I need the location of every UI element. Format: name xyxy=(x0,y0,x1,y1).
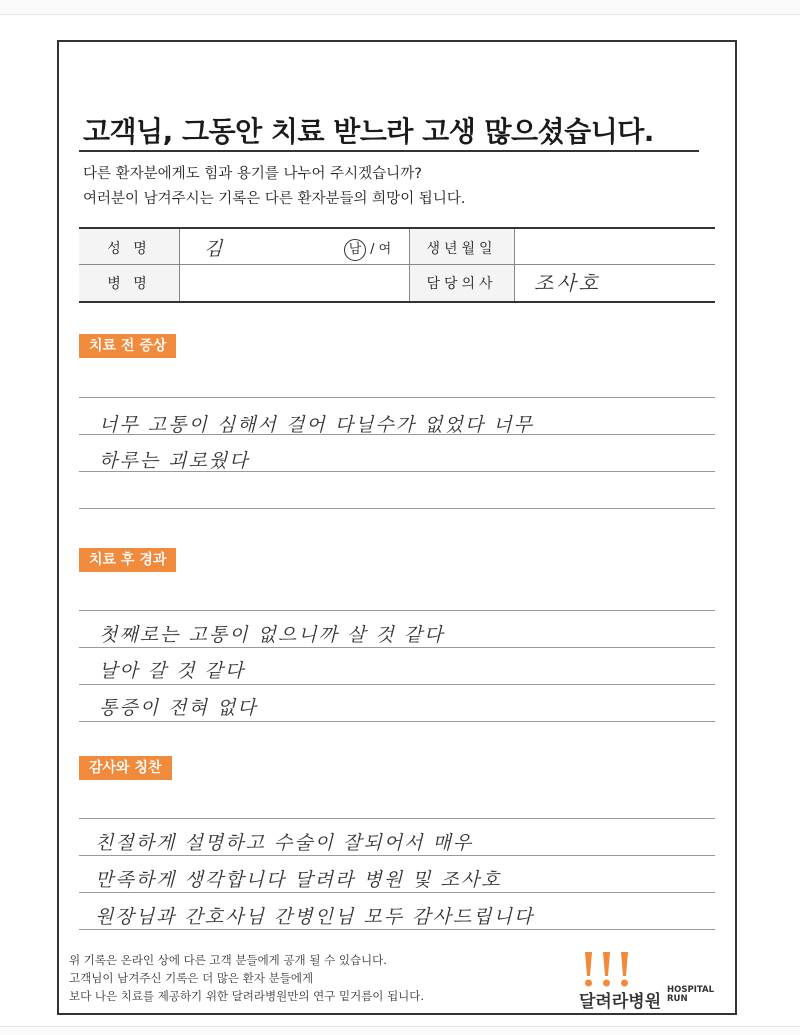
section-label-after: 치료 후 경과 xyxy=(79,548,176,572)
before-line-2: 하루는 괴로웠다 xyxy=(99,450,250,472)
section-label-before: 치료 전 증상 xyxy=(79,334,176,358)
row-divider xyxy=(79,264,715,265)
writing-line xyxy=(79,397,715,398)
name-label: 성 명 xyxy=(107,241,151,257)
writing-line xyxy=(79,508,715,509)
page-title: 고객님, 그동안 치료 받느라 고생 많으셨습니다. xyxy=(83,115,654,148)
logo-name: 달려라병원 xyxy=(579,992,662,1012)
footer-line-3: 보다 나은 치료를 제공하기 위한 달려라병원만의 연구 밑거름이 됩니다. xyxy=(69,989,425,1003)
thanks-line-2: 만족하게 생각합니다 달려라 병원 및 조사호 xyxy=(95,869,502,891)
sex-female: 여 xyxy=(378,242,392,257)
thanks-line-3: 원장님과 간호사님 간병인님 모두 감사드립니다 xyxy=(95,906,535,928)
after-line-3: 통증이 전혀 없다 xyxy=(99,697,258,719)
scan-bottom-edge xyxy=(0,1026,800,1035)
intro-line-1: 다른 환자분에게도 힘과 용기를 나누어 주시겠습니까? xyxy=(83,166,422,182)
patient-info-table xyxy=(79,227,715,303)
logo-sub-1: HOSPITAL xyxy=(667,985,714,995)
writing-line xyxy=(79,684,715,685)
after-line-1: 첫째로는 고통이 없으니까 살 것 같다 xyxy=(99,624,445,646)
col-divider xyxy=(514,229,515,301)
disease-label: 병 명 xyxy=(107,276,151,292)
sex-field xyxy=(344,238,391,261)
footer-line-2: 고객님이 남겨주신 기록은 더 많은 환자 분들에게 xyxy=(69,971,314,985)
review-sheet xyxy=(57,40,737,1015)
thanks-line-1: 친절하게 설명하고 수술이 잘되어서 매우 xyxy=(95,832,474,854)
sex-male-circled: 남 xyxy=(344,239,366,261)
logo-subtitle xyxy=(667,986,714,1004)
doctor-value: 조사호 xyxy=(534,271,601,295)
sex-separator: / xyxy=(370,242,375,257)
writing-line xyxy=(79,929,715,930)
exclamation-marks-icon xyxy=(579,950,635,990)
writing-line xyxy=(79,610,715,611)
doctor-label: 담당의사 xyxy=(426,276,497,292)
logo-sub-2: RUN xyxy=(667,994,688,1004)
writing-line xyxy=(79,721,715,722)
writing-line xyxy=(79,647,715,648)
hospital-logo xyxy=(579,950,719,1012)
section-label-thanks: 감사와 칭찬 xyxy=(79,756,172,780)
before-line-1: 너무 고통이 심해서 걸어 다닐수가 없었다 너무 xyxy=(99,414,534,436)
scan-top-edge xyxy=(0,0,800,15)
after-line-2: 날아 갈 것 같다 xyxy=(99,660,246,682)
name-value: 김 xyxy=(204,238,223,260)
intro-line-2: 여러분이 남겨주시는 기록은 다른 환자분들의 희망이 됩니다. xyxy=(83,191,466,207)
title-underline xyxy=(79,150,699,152)
writing-line xyxy=(79,855,715,856)
writing-line xyxy=(79,818,715,819)
writing-line xyxy=(79,892,715,893)
footer-line-1: 위 기록은 온라인 상에 다른 고객 분들에게 공개 될 수 있습니다. xyxy=(69,953,387,967)
col-divider xyxy=(179,229,180,301)
birth-label: 생년월일 xyxy=(426,241,497,257)
